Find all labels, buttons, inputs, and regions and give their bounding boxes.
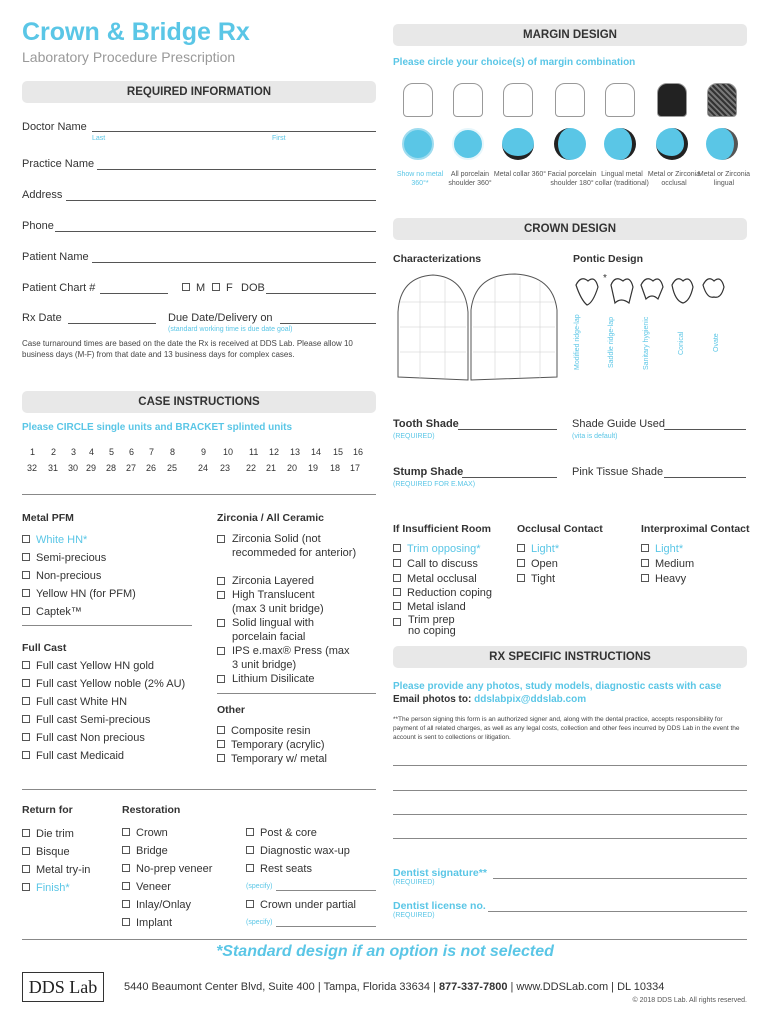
option-crown-under-partial[interactable]: Crown under partial — [246, 899, 356, 911]
due-date-label: Due Date/Delivery on — [168, 312, 273, 324]
option-finish[interactable]: Finish* — [22, 882, 70, 894]
pontic-sanitary[interactable]: Sanitary hygienic — [643, 316, 650, 370]
tooth-number-20[interactable]: 20 — [287, 463, 298, 473]
option-die-trim[interactable]: Die trim — [22, 828, 74, 840]
zirconia-title: Zirconia / All Ceramic — [217, 512, 324, 524]
margin-label-5: Metal or Zirconia occlusal — [647, 171, 701, 187]
pink-tissue-field[interactable] — [664, 466, 746, 478]
tooth-number-29[interactable]: 29 — [86, 463, 97, 473]
option-full-cast-yellow-hn[interactable]: Full cast Yellow HN gold — [22, 660, 154, 672]
signature-required: (REQUIRED) — [393, 879, 435, 886]
option-white-hn[interactable]: White HN* — [22, 534, 87, 546]
due-date-note: (standard working time is due date goal) — [168, 326, 293, 333]
stump-shade-note: (REQUIRED FOR E.MAX) — [393, 481, 476, 488]
pontic-design-label: Pontic Design — [573, 253, 644, 265]
option-rest-seats[interactable]: Rest seats — [246, 863, 312, 875]
specify-label-2: (specify) — [246, 919, 273, 926]
case-note: Please CIRCLE single units and BRACKET splinted units — [22, 422, 293, 433]
margin-label-6: Metal or Zirconia lingual — [697, 171, 751, 187]
pontic-teeth-diagram — [573, 275, 733, 310]
margin-tooth-3[interactable] — [555, 83, 585, 117]
tooth-number-23[interactable]: 23 — [220, 463, 231, 473]
option-full-cast-white-hn[interactable]: Full cast White HN — [22, 696, 127, 708]
stump-shade-field[interactable] — [462, 466, 557, 478]
option-trim-opposing[interactable]: Trim opposing* — [393, 543, 481, 555]
footer-phone[interactable]: 877-337-7800 — [438, 981, 508, 993]
practice-name-label: Practice Name — [22, 158, 95, 170]
tooth-number-1[interactable]: 1 — [30, 447, 36, 457]
first-label: First — [272, 135, 286, 142]
option-temporary-metal[interactable]: Temporary w/ metal — [217, 753, 327, 765]
instruction-line-1[interactable] — [393, 765, 747, 766]
tooth-number-7[interactable]: 7 — [149, 447, 155, 457]
option-full-cast-semi[interactable]: Full cast Semi-precious — [22, 714, 150, 726]
margin-circle-5[interactable] — [656, 128, 688, 160]
insufficient-room-title: If Insufficient Room — [393, 523, 491, 535]
specify-label-1: (specify) — [246, 883, 273, 890]
margin-label-1: All porcelain shoulder 360° — [448, 171, 492, 187]
tooth-number-10[interactable]: 10 — [223, 447, 234, 457]
pontic-conical[interactable]: Conical — [678, 331, 685, 355]
option-metal-island[interactable]: Metal island — [393, 601, 466, 613]
restoration-title: Restoration — [122, 804, 181, 816]
gender-m[interactable]: M — [182, 282, 205, 294]
gender-f[interactable]: F — [212, 282, 233, 294]
option-temporary-acrylic[interactable]: Temporary (acrylic) — [217, 739, 325, 751]
tooth-number-27[interactable]: 27 — [126, 463, 137, 473]
doctor-name-label: Doctor Name — [22, 121, 87, 133]
margin-circle-1[interactable] — [452, 128, 484, 160]
form-title: Crown & Bridge Rx — [22, 18, 250, 46]
patient-name-field[interactable] — [92, 251, 376, 263]
option-crown[interactable]: Crown — [122, 827, 168, 839]
option-interproximal-medium[interactable]: Medium — [641, 558, 694, 570]
margin-tooth-5[interactable] — [657, 83, 687, 117]
option-reduction-coping[interactable]: Reduction coping — [393, 587, 492, 599]
phone-field[interactable] — [55, 220, 376, 232]
characterization-diagram[interactable] — [395, 272, 565, 384]
shade-guide-note: (vita is default) — [572, 433, 618, 440]
margin-label-4: Lingual metal collar (traditional) — [595, 171, 649, 187]
tooth-number-14[interactable]: 14 — [311, 447, 322, 457]
instruction-line-2[interactable] — [393, 790, 747, 791]
rx-note: Please provide any photos, study models, diagnostic casts with case — [393, 681, 722, 692]
option-composite-resin[interactable]: Composite resin — [217, 725, 310, 737]
tooth-number-13[interactable]: 13 — [290, 447, 301, 457]
tooth-shade-field[interactable] — [458, 418, 557, 430]
email-link[interactable]: ddslabpix@ddslab.com — [474, 694, 587, 705]
specify-field-2[interactable] — [276, 926, 376, 927]
tooth-number-11[interactable]: 11 — [249, 447, 259, 457]
dentist-license-label: Dentist license no. — [393, 900, 486, 912]
tooth-number-30[interactable]: 30 — [68, 463, 79, 473]
practice-name-field[interactable] — [97, 158, 376, 170]
turnaround-text: Case turnaround times are based on the date the Rx is received at DDS Lab. Please allow 10 business days (M-F) from that date and 13 business days for complex cases. — [22, 339, 353, 359]
option-bisque[interactable]: Bisque — [22, 846, 70, 858]
option-zirconia-layered[interactable]: Zirconia Layered — [217, 574, 377, 588]
option-occlusal-open[interactable]: Open — [517, 558, 558, 570]
characterizations-label: Characterizations — [393, 253, 482, 265]
phone-label: Phone — [22, 220, 54, 232]
crown-design-header: CROWN DESIGN — [393, 218, 747, 240]
tooth-number-28[interactable]: 28 — [106, 463, 117, 473]
patient-chart-field[interactable] — [100, 282, 168, 294]
option-semi-precious[interactable]: Semi-precious — [22, 552, 106, 564]
tooth-number-31[interactable]: 31 — [48, 463, 59, 473]
option-full-cast-non[interactable]: Full cast Non precious — [22, 732, 145, 744]
interproximal-title: Interproximal Contact — [641, 523, 750, 535]
pontic-ovate[interactable]: Ovate — [713, 333, 720, 352]
address-label: Address — [22, 189, 63, 201]
tooth-number-6[interactable]: 6 — [129, 447, 135, 457]
pink-tissue-label: Pink Tissue Shade — [572, 466, 664, 478]
tooth-shade-note: (REQUIRED) — [393, 433, 435, 440]
dentist-signature-label: Dentist signature** — [393, 867, 487, 879]
margin-circle-6[interactable] — [706, 128, 738, 160]
tooth-number-2[interactable]: 2 — [51, 447, 57, 457]
standard-design-note: *Standard design if an option is not selected — [216, 943, 554, 960]
tooth-number-24[interactable]: 24 — [198, 463, 209, 473]
option-full-cast-medicaid[interactable]: Full cast Medicaid — [22, 750, 124, 762]
tooth-number-4[interactable]: 4 — [89, 447, 95, 457]
option-non-precious[interactable]: Non-precious — [22, 570, 101, 582]
dentist-signature-field[interactable] — [493, 878, 747, 879]
margin-circle-3[interactable] — [554, 128, 586, 160]
margin-label-0: Show no metal 360°* — [396, 171, 444, 187]
occlusal-contact-title: Occlusal Contact — [517, 523, 603, 535]
option-trim-prep[interactable]: Trim prep no coping — [393, 615, 473, 637]
margin-circle-0[interactable] — [402, 128, 434, 160]
option-interproximal-heavy[interactable]: Heavy — [641, 573, 686, 585]
option-occlusal-tight[interactable]: Tight — [517, 573, 555, 585]
tooth-number-21[interactable]: 21 — [266, 463, 277, 473]
option-veneer[interactable]: Veneer — [122, 881, 171, 893]
margin-circle-4[interactable] — [604, 128, 636, 160]
instruction-line-3[interactable] — [393, 814, 747, 815]
dob-label: DOB — [241, 282, 265, 294]
option-post-core[interactable]: Post & core — [246, 827, 317, 839]
tooth-number-8[interactable]: 8 — [170, 447, 176, 457]
required-info-header: REQUIRED INFORMATION — [22, 81, 376, 103]
option-implant[interactable]: Implant — [122, 917, 172, 929]
form-subtitle: Laboratory Procedure Prescription — [22, 49, 236, 65]
pontic-saddle-ridge-lap[interactable]: Saddle ridge-lap — [608, 317, 615, 368]
patient-chart-label: Patient Chart # — [22, 282, 96, 294]
option-lithium-disilicate[interactable]: Lithium Disilicate — [217, 672, 377, 686]
tooth-number-25[interactable]: 25 — [167, 463, 178, 473]
margin-tooth-2[interactable] — [503, 83, 533, 117]
last-label: Last — [92, 135, 106, 142]
option-full-cast-yellow-noble[interactable]: Full cast Yellow noble (2% AU) — [22, 678, 185, 690]
patient-name-label: Patient Name — [22, 251, 89, 263]
margin-note: Please circle your choice(s) of margin combination — [393, 57, 636, 68]
dentist-license-field[interactable] — [488, 911, 747, 912]
option-emax-press[interactable]: IPS e.max® Press (max 3 unit bridge) — [217, 644, 377, 672]
legal-text: **The person signing this form is an authorized signer and, along with the dental practice, accepts responsibility for payment of all related charges, as well as any legal costs, collection and other fees incurred by DDS Lab in the event the account is sent to collections or litigation. — [393, 716, 740, 741]
footer-contact: 5440 Beaumont Center Blvd, Suite 400 | Tampa, Florida 33634 | 877-337-7800 | www.DDSLab.com | DL 10334 — [124, 981, 665, 993]
pontic-modified-ridge-lap[interactable]: Modified ridge-lap — [574, 314, 581, 370]
return-for-title: Return for — [22, 804, 73, 816]
email-line: Email photos to: ddslabpix@ddslab.com — [393, 694, 587, 705]
full-cast-title: Full Cast — [22, 642, 67, 654]
option-yellow-hn[interactable]: Yellow HN (for PFM) — [22, 588, 136, 600]
margin-tooth-0[interactable] — [403, 83, 433, 117]
option-occlusal-light[interactable]: Light* — [517, 543, 559, 555]
metal-pfm-title: Metal PFM — [22, 512, 74, 524]
tooth-number-17[interactable]: 17 — [350, 463, 361, 473]
margin-label-3: Facial porcelain shoulder 180° — [547, 171, 597, 187]
option-metal-occlusal[interactable]: Metal occlusal — [393, 573, 477, 585]
tooth-number-3[interactable]: 3 — [71, 447, 77, 457]
stump-shade-label: Stump Shade — [393, 466, 464, 478]
tooth-number-22[interactable]: 22 — [246, 463, 257, 473]
tooth-number-9[interactable]: 9 — [201, 447, 207, 457]
option-bridge[interactable]: Bridge — [122, 845, 168, 857]
tooth-number-5[interactable]: 5 — [109, 447, 115, 457]
option-diagnostic-wax-up[interactable]: Diagnostic wax-up — [246, 845, 350, 857]
instruction-line-4[interactable] — [393, 838, 747, 839]
tooth-number-15[interactable]: 15 — [333, 447, 344, 457]
option-inlay-onlay[interactable]: Inlay/Onlay — [122, 899, 191, 911]
margin-tooth-4[interactable] — [605, 83, 635, 117]
tooth-number-32[interactable]: 32 — [27, 463, 38, 473]
dds-lab-logo: DDS Lab — [22, 972, 104, 1002]
margin-tooth-6[interactable] — [707, 83, 737, 117]
shade-guide-field[interactable] — [664, 418, 746, 430]
license-required: (REQUIRED) — [393, 912, 435, 919]
option-interproximal-light[interactable]: Light* — [641, 543, 683, 555]
shade-guide-label: Shade Guide Used — [572, 418, 665, 430]
rx-date-label: Rx Date — [22, 312, 62, 324]
specify-field-1[interactable] — [276, 890, 376, 891]
option-solid-lingual[interactable]: Solid lingual with porcelain facial — [217, 616, 377, 644]
tooth-number-12[interactable]: 12 — [269, 447, 280, 457]
option-high-translucent[interactable]: High Translucent (max 3 unit bridge) — [217, 588, 377, 616]
doctor-name-field[interactable] — [92, 121, 376, 132]
dob-field[interactable] — [266, 282, 376, 294]
rx-date-field[interactable] — [68, 312, 156, 324]
address-field[interactable] — [66, 189, 376, 201]
tooth-number-16[interactable]: 16 — [353, 447, 364, 457]
case-instructions-header: CASE INSTRUCTIONS — [22, 391, 376, 413]
margin-label-2: Metal collar 360° — [493, 171, 547, 178]
copyright: © 2018 DDS Lab. All rights reserved. — [632, 997, 747, 1004]
margin-tooth-1[interactable] — [453, 83, 483, 117]
other-title: Other — [217, 704, 246, 716]
rx-specific-header: RX SPECIFIC INSTRUCTIONS — [393, 646, 747, 668]
margin-design-header: MARGIN DESIGN — [393, 24, 747, 46]
tooth-number-18[interactable]: 18 — [330, 463, 341, 473]
option-metal-try-in[interactable]: Metal try-in — [22, 864, 90, 876]
tooth-shade-label: Tooth Shade — [393, 418, 459, 430]
margin-circle-2[interactable] — [502, 128, 534, 160]
option-zirconia-solid[interactable]: Zirconia Solid (not recommeded for anterior) — [217, 532, 377, 560]
option-captek[interactable]: Captek™ — [22, 606, 82, 618]
option-call-to-discuss[interactable]: Call to discuss — [393, 558, 478, 570]
due-date-field[interactable] — [280, 312, 376, 324]
tooth-number-26[interactable]: 26 — [146, 463, 157, 473]
option-no-prep-veneer[interactable]: No-prep veneer — [122, 863, 212, 875]
tooth-number-19[interactable]: 19 — [308, 463, 319, 473]
